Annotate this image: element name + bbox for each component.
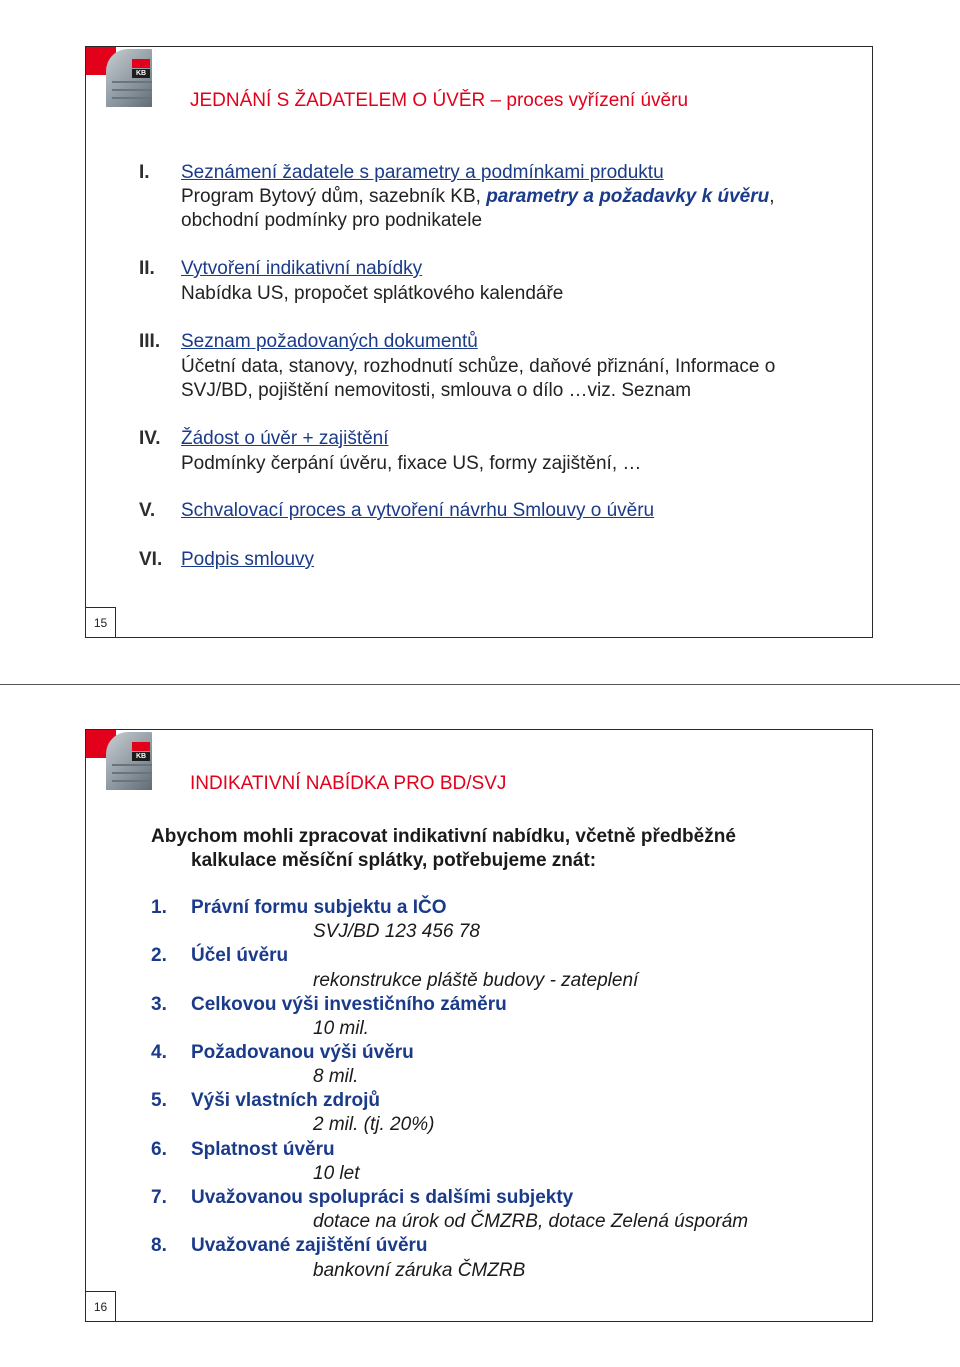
step-heading: Schvalovací proces a vytvoření návrhu Smlouvy o úvěru: [181, 500, 655, 521]
item-number: 4.: [151, 1042, 167, 1063]
step-detail: Podmínky čerpání úvěru, fixace US, formy zajištění, …: [181, 453, 642, 474]
item-label: Požadovanou výši úvěru: [191, 1042, 414, 1063]
item-number: 6.: [151, 1139, 167, 1160]
step-number: III.: [139, 331, 161, 352]
item-label: Uvažovanou spolupráci s dalšími subjekty: [191, 1187, 574, 1208]
item-value: bankovní záruka ČMZRB: [313, 1260, 526, 1281]
item-label: Účel úvěru: [191, 945, 289, 966]
step-heading: Vytvoření indikativní nabídky: [181, 258, 423, 279]
item-number: 1.: [151, 897, 167, 918]
step-heading: Seznámení žadatele s parametry a podmínkami produktu: [181, 162, 664, 183]
item-label: Výši vlastních zdrojů: [191, 1090, 380, 1111]
slide-title: JEDNÁNÍ S ŽADATELEM O ÚVĚR – proces vyřízení úvěru: [190, 90, 689, 111]
item-number: 3.: [151, 994, 167, 1015]
item-value: SVJ/BD 123 456 78: [313, 921, 480, 942]
step-detail: Nabídka US, propočet splátkového kalendáře: [181, 283, 564, 304]
step-number: I.: [139, 162, 150, 183]
step-number: IV.: [139, 428, 161, 449]
item-number: 7.: [151, 1187, 167, 1208]
item-label: Právní formu subjektu a IČO: [191, 897, 447, 918]
item-number: 8.: [151, 1235, 167, 1256]
item-number: 5.: [151, 1090, 167, 1111]
intro-text: Abychom mohli zpracovat indikativní nabídku, včetně předběžné kalkulace měsíční splátky, potřebujeme znát:: [151, 826, 736, 871]
item-value: rekonstrukce pláště budovy - zateplení: [313, 970, 639, 991]
step-number: II.: [139, 258, 155, 279]
step-heading: Seznam požadovaných dokumentů: [181, 331, 478, 352]
page-number: 16: [86, 1291, 116, 1321]
item-label: Splatnost úvěru: [191, 1139, 335, 1160]
item-label: Celkovou výši investičního záměru: [191, 994, 507, 1015]
step-detail: Účetní data, stanovy, rozhodnutí schůze, daňové přiznání, Informace o: [181, 356, 776, 377]
step-number: V.: [139, 500, 156, 521]
slide-16: [85, 729, 873, 1322]
page-divider: [0, 684, 960, 685]
kb-logo: KB: [86, 47, 152, 113]
page-number: 15: [86, 607, 116, 637]
step-number: VI.: [139, 549, 163, 570]
item-value: 2 mil. (tj. 20%): [313, 1114, 435, 1135]
slide-title: INDIKATIVNÍ NABÍDKA PRO BD/SVJ: [190, 773, 507, 794]
step-detail: Program Bytový dům, sazebník KB, parametry a požadavky k úvěru,: [181, 186, 775, 207]
step-detail: obchodní podmínky pro podnikatele: [181, 210, 483, 231]
kb-logo: KB: [86, 730, 152, 796]
item-number: 2.: [151, 945, 167, 966]
item-label: Uvažované zajištění úvěru: [191, 1235, 428, 1256]
step-detail: SVJ/BD, pojištění nemovitosti, smlouva o dílo …viz. Seznam: [181, 380, 692, 401]
step-heading: Podpis smlouvy: [181, 549, 315, 570]
item-value: 10 mil.: [313, 1018, 369, 1039]
slide-15: [85, 46, 873, 638]
step-heading: Žádost o úvěr + zajištění: [181, 428, 389, 449]
item-value: 10 let: [313, 1163, 360, 1184]
item-value: 8 mil.: [313, 1066, 359, 1087]
item-value: dotace na úrok od ČMZRB, dotace Zelená úsporám: [313, 1211, 749, 1232]
